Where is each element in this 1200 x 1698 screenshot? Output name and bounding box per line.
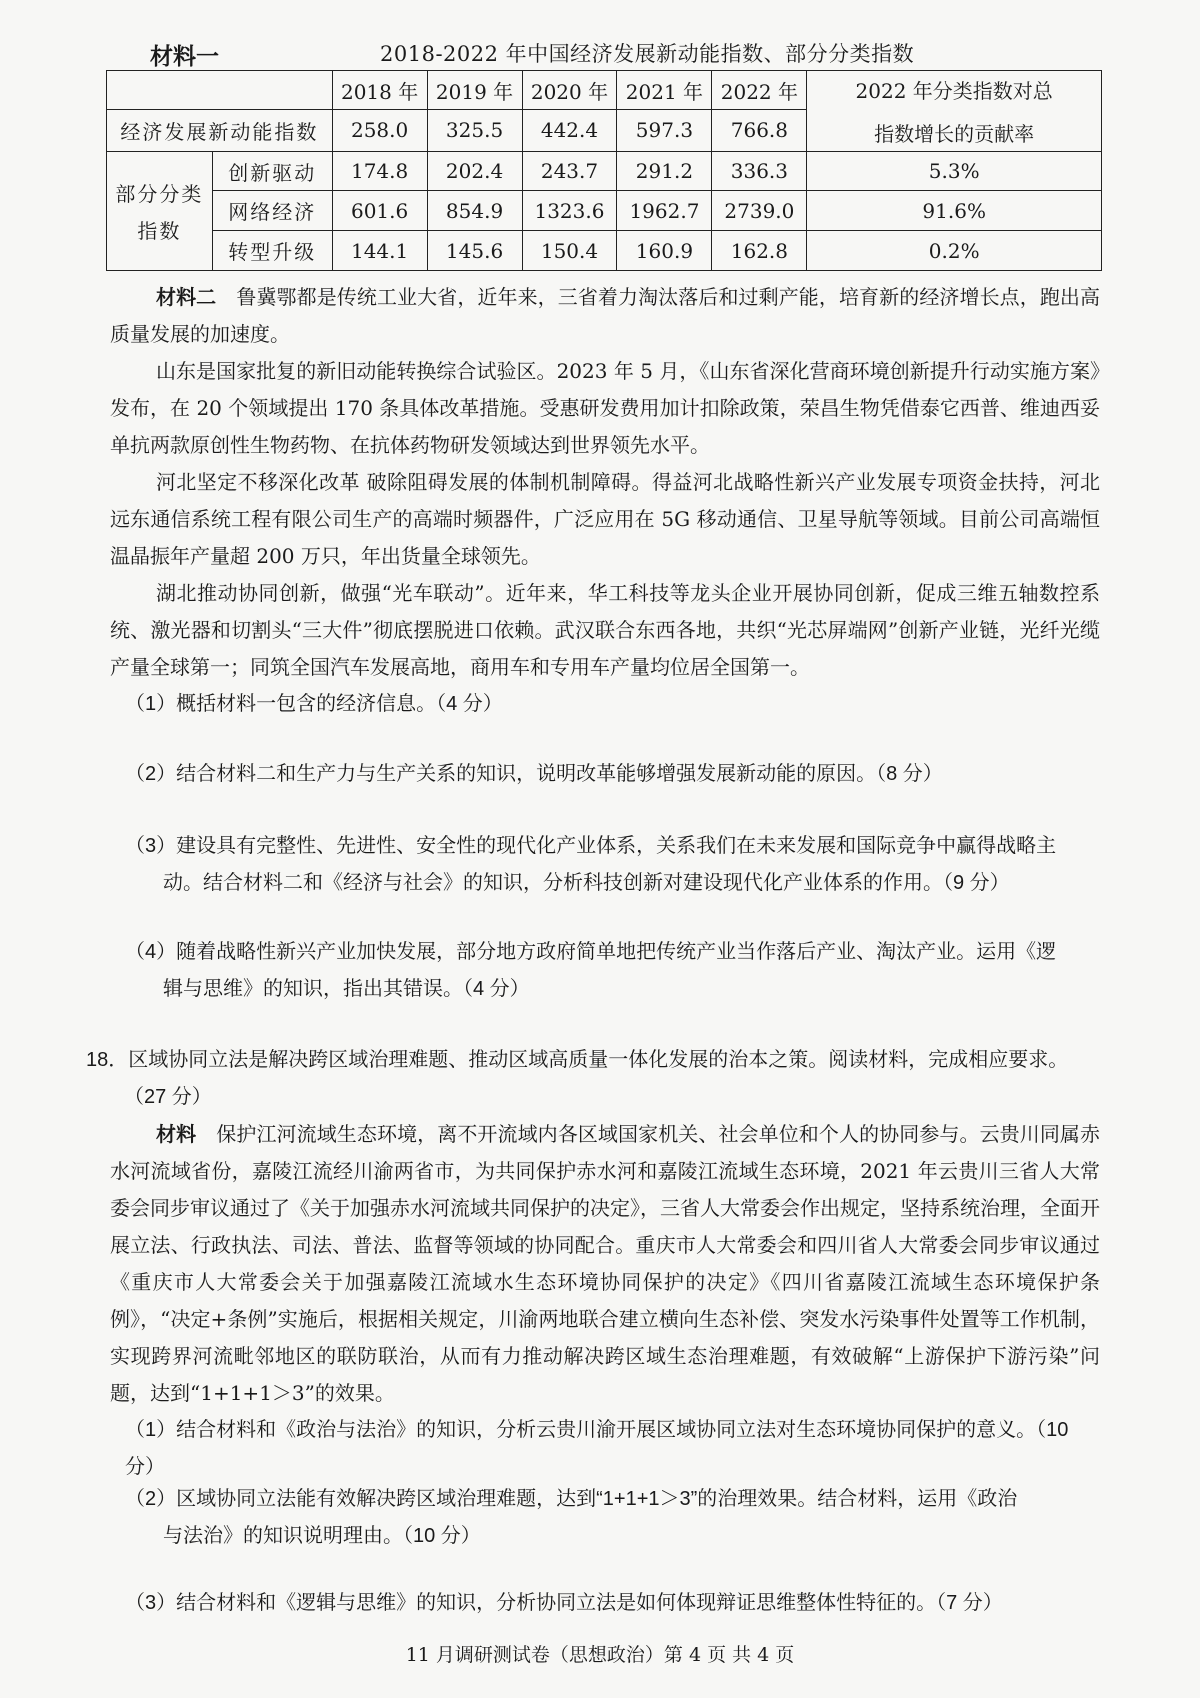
contribution-cell: 91.6% <box>807 191 1102 231</box>
question-text: （3）结合材料和《逻辑与思维》的知识，分析协同立法是如何体现辩证思维整体性特征的。（7 分） <box>125 1592 1003 1614</box>
question-text: （1）概括材料一包含的经济信息。（4 分） <box>125 693 503 715</box>
table-cell: 258.0 <box>332 110 427 151</box>
question-18-2 <box>125 1481 1100 1555</box>
contribution-cell: 0.2% <box>807 231 1102 271</box>
table-cell: 601.6 <box>332 191 427 231</box>
material2-paragraph: 山东是国家批复的新旧动能转换综合试验区。2023 年 5 月，《山东省深化营商环境创新提升行动实施方案》发布，在 20 个领域提出 170 条具体改革措施。受惠研发费用加计扣除政策，荣昌生物凭借泰它西普、维迪西妥单抗两款原创性生物药物、在抗体药物研发领域达到世界领先水平。 <box>110 359 1100 457</box>
table-cell: 854.9 <box>427 191 522 231</box>
table-cell: 202.4 <box>427 151 522 191</box>
group-label-line2: 指数 <box>137 218 182 243</box>
material2-paragraph: 湖北推动协同创新，做强“光车联动”。近年来，华工科技等龙头企业开展协同创新，促成三维五轴数控系统、激光器和切割头“三大件”彻底摆脱进口依赖。武汉联合东西各地，共织“光芯屏端网”创新产业链，光纤光缆产量全球第一；同筑全国汽车发展高地，商用车和专用车产量均位居全国第一。 <box>110 581 1100 679</box>
question-text: 18．区域协同立法是解决跨区域治理难题、推动区域高质量一体化发展的治本之策。阅读材料，完成相应要求。 <box>86 1049 1069 1071</box>
question-17-2 <box>125 756 1100 793</box>
header-empty-cell <box>107 71 333 110</box>
year-header: 2018 年 <box>332 71 427 110</box>
year-header: 2020 年 <box>522 71 617 110</box>
question-18-1 <box>125 1412 1100 1486</box>
table-cell: 325.5 <box>427 110 522 151</box>
sub-row-label: 转型升级 <box>212 231 332 271</box>
contribution-header-line1: 2022 年分类指数对总 <box>855 78 1053 103</box>
question-text: （3）建设具有完整性、先进性、安全性的现代化产业体系，关系我们在未来发展和国际竞争中赢得战略主 <box>125 835 1057 857</box>
question-text: （2）结合材料二和生产力与生产关系的知识，说明改革能够增强发展新动能的原因。（8 分） <box>125 763 943 785</box>
sub-row-label: 网络经济 <box>212 191 332 231</box>
material1-label: 材料一 <box>150 44 219 70</box>
table-cell: 766.8 <box>712 110 807 151</box>
material2-paragraph: 河北坚定不移深化改革 破除阻碍发展的体制机制障碍。得益河北战略性新兴产业发展专项资金扶持，河北远东通信系统工程有限公司生产的高端时频器件，广泛应用在 5G 移动通信、卫星导航等领域。目前公司高端恒温晶振年产量超 200 万只，年出货量全球领先。 <box>110 470 1100 568</box>
question-text: （4）随着战略性新兴产业加快发展，部分地方政府简单地把传统产业当作落后产业、淘汰产业。运用《逻 <box>125 941 1057 963</box>
q18-material-text: 保护江河流域生态环境，离不开流域内各区域国家机关、社会单位和个人的协同参与。云贵川同属赤水河流域省份，嘉陵江流经川渝两省市，为共同保护赤水河和嘉陵江流域生态环境，2021 年云贵川三省人大常委会同步审议通过了《关于加强赤水河流域共同保护的决定》，三省人大常委会作出规定，坚持系统治理，全面开展立法、行政执法、司法、普法、监督等领域的协同配合。重庆市人大常委会和四川省人大常委会同步审议通过《重庆市人大常委会关于加强嘉陵江流域水生态环境协同保护的决定》《四川省嘉陵江流域生态环境保护条例》，“决定+条例”实施后，根据相关规定，川渝两地联合建立横向生态补偿、突发水污染事件处置等工作机制，实现跨界河流毗邻地区的联防联治，从而有力推动解决跨区域生态治理难题，有效破解“上游保护下游污染”问题，达到“1+1+1＞3”的效果。 <box>110 1122 1101 1405</box>
table-caption: 2018-2022 年中国经济发展新动能指数、部分分类指数 <box>380 42 915 66</box>
question-18-3 <box>125 1585 1100 1622</box>
question-text-cont: 动。结合材料二和《经济与社会》的知识，分析科技创新对建设现代化产业体系的作用。（9 分） <box>163 872 1010 894</box>
question-17-3 <box>125 828 1100 902</box>
question-text-cont: 辑与思维》的知识，指出其错误。（4 分） <box>163 978 530 1000</box>
question-text: （1）结合材料和《政治与法治》的知识，分析云贵川渝开展区域协同立法对生态环境协同保护的意义。（10 分） <box>125 1419 1069 1478</box>
table-cell: 1962.7 <box>617 191 712 231</box>
sub-row-label: 创新驱动 <box>212 151 332 191</box>
q18-material <box>110 1116 1100 1412</box>
table-cell: 243.7 <box>522 151 617 191</box>
contribution-cell: 5.3% <box>807 151 1102 191</box>
table-cell: 2739.0 <box>712 191 807 231</box>
index-table <box>106 70 1102 271</box>
question-18-stem <box>86 1042 1106 1116</box>
year-header: 2019 年 <box>427 71 522 110</box>
q18-material-label: 材料 <box>156 1122 197 1146</box>
contribution-header-line2: 指数增长的贡献率 <box>874 121 1035 146</box>
table-cell: 597.3 <box>617 110 712 151</box>
table-cell: 291.2 <box>617 151 712 191</box>
question-text-cont: 与法治》的知识说明理由。（10 分） <box>163 1525 481 1547</box>
table-cell: 174.8 <box>332 151 427 191</box>
table-cell: 1323.6 <box>522 191 617 231</box>
group-label <box>107 151 213 270</box>
contribution-header <box>807 71 1102 152</box>
question-text: （2）区域协同立法能有效解决跨区域治理难题，达到“1+1+1＞3”的治理效果。结合材料，运用《政治 <box>125 1488 1018 1510</box>
question-score: （27 分） <box>124 1086 212 1108</box>
table-cell: 145.6 <box>427 231 522 271</box>
page-footer: 11 月调研测试卷（思想政治）第 4 页 共 4 页 <box>405 1644 795 1666</box>
question-17-4 <box>125 934 1100 1008</box>
year-header: 2021 年 <box>617 71 712 110</box>
year-header: 2022 年 <box>712 71 807 110</box>
question-17-1 <box>125 686 1100 723</box>
table-cell: 144.1 <box>332 231 427 271</box>
table-cell: 336.3 <box>712 151 807 191</box>
material2-label: 材料二 <box>156 285 217 309</box>
material2-intro <box>110 279 1100 353</box>
table-cell: 160.9 <box>617 231 712 271</box>
group-label-line1: 部分分类 <box>115 181 204 206</box>
material2-intro-text: 鲁冀鄂都是传统工业大省，近年来，三省着力淘汰落后和过剩产能，培育新的经济增长点，跑出高质量发展的加速度。 <box>110 285 1101 346</box>
table-cell: 162.8 <box>712 231 807 271</box>
table-cell: 442.4 <box>522 110 617 151</box>
table-cell: 150.4 <box>522 231 617 271</box>
main-row-label: 经济发展新动能指数 <box>107 110 333 151</box>
